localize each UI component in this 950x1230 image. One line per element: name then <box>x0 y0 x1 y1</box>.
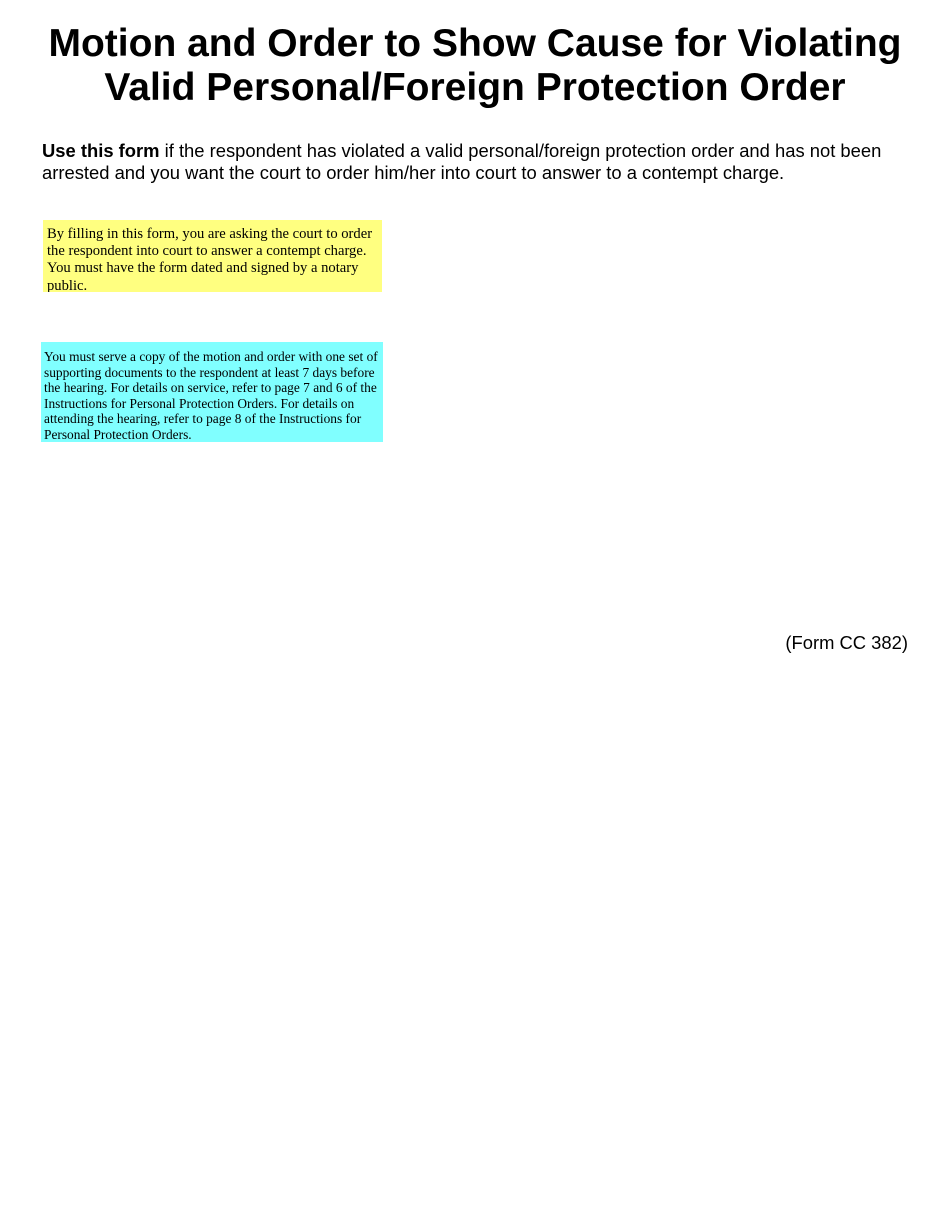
notary-note: By filling in this form, you are asking the court to order the respondent into court to answer a contempt charge. You must have the form dated and signed by a notary public. <box>43 220 382 292</box>
service-note: You must serve a copy of the motion and order with one set of supporting documents to the respondent at least 7 days before the hearing. For details on service, refer to page 7 and 6 of the Instructions for Personal Protection Orders. For details on attending the hearing, refer to page 8 of the Instructions for Personal Protection Orders. <box>41 342 383 442</box>
page-title <box>0 22 950 110</box>
page-title-line-2: Valid Personal/Foreign Protection Order <box>104 66 846 109</box>
intro-lead: Use this form <box>42 140 160 161</box>
page-title-line-1: Motion and Order to Show Cause for Violating <box>48 22 902 65</box>
form-number: (Form CC 382) <box>785 632 908 653</box>
intro-paragraph <box>42 140 917 184</box>
intro-text: if the respondent has violated a valid personal/foreign protection order and has not been arrested and you want the court to order him/her into court to answer to a contempt charge. <box>42 140 882 183</box>
